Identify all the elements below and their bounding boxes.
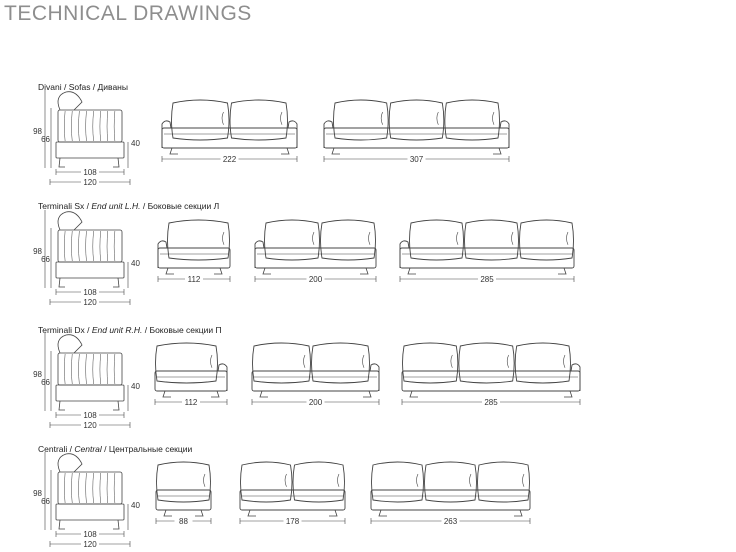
depth-seat-dimension xyxy=(56,530,124,540)
central-263 xyxy=(371,462,530,526)
height-seat-label: 66 xyxy=(41,135,50,144)
section-central xyxy=(33,452,530,549)
end-lh-200 xyxy=(255,220,376,284)
height-arm-label: 40 xyxy=(131,259,140,268)
section-label-central: Centrali / Central / Центральные секции xyxy=(38,444,193,454)
depth-total-label: 120 xyxy=(83,540,97,549)
section-label-end-unit-lh: Terminali Sx / End unit L.H. / Боковые секции Л xyxy=(38,201,220,211)
end-rh-112-dimension xyxy=(155,398,227,408)
section-label-end-unit-rh: Terminali Dx / End unit R.H. / Боковые секции П xyxy=(38,325,222,335)
end-rh-200-label: 200 xyxy=(308,398,323,407)
side-view xyxy=(33,210,140,307)
page-title: TECHNICAL DRAWINGS xyxy=(4,2,252,25)
sofa-307-dimension xyxy=(324,155,509,165)
sofa-222 xyxy=(162,100,297,164)
depth-total-dimension xyxy=(50,298,130,308)
end-rh-285 xyxy=(402,343,580,407)
central-263-dimension xyxy=(371,517,530,527)
depth-total-label: 120 xyxy=(83,178,97,187)
central-178 xyxy=(240,462,345,526)
end-lh-285-label: 285 xyxy=(480,275,494,284)
end-lh-112-label: 112 xyxy=(187,275,201,284)
depth-total-dimension xyxy=(50,178,130,188)
height-seat-label: 66 xyxy=(41,497,50,506)
section-sofas xyxy=(33,90,509,187)
depth-seat-label: 108 xyxy=(83,168,97,177)
section-end-unit-rh xyxy=(33,333,580,430)
side-view xyxy=(33,333,140,430)
depth-seat-label: 108 xyxy=(83,288,97,297)
sofa-307-label: 307 xyxy=(409,155,424,164)
height-arm-label: 40 xyxy=(131,382,140,391)
central-178-dimension xyxy=(240,517,345,527)
sofa-307 xyxy=(324,100,509,164)
depth-total-dimension xyxy=(50,540,130,550)
end-lh-200-dimension xyxy=(255,275,376,285)
height-arm-label: 40 xyxy=(131,139,140,148)
depth-seat-dimension xyxy=(56,288,124,298)
height-total-label: 98 xyxy=(33,127,42,136)
height-seat-label: 66 xyxy=(41,378,50,387)
end-rh-285-dimension xyxy=(402,398,580,408)
depth-seat-dimension xyxy=(56,411,124,421)
depth-seat-label: 108 xyxy=(83,411,97,420)
end-lh-285-dimension xyxy=(400,275,574,285)
height-total-label: 98 xyxy=(33,247,42,256)
section-end-unit-lh xyxy=(33,210,574,307)
depth-seat-label: 108 xyxy=(83,530,97,539)
depth-total-label: 120 xyxy=(83,421,97,430)
end-rh-112-label: 112 xyxy=(184,398,198,407)
central-88-dimension xyxy=(156,517,211,527)
end-rh-200 xyxy=(252,343,379,407)
sofa-222-label: 222 xyxy=(222,155,237,164)
central-178-label: 178 xyxy=(285,517,300,526)
height-seat-label: 66 xyxy=(41,255,50,264)
central-88 xyxy=(156,462,211,526)
height-arm-label: 40 xyxy=(131,501,140,510)
end-lh-112-dimension xyxy=(158,275,230,285)
end-rh-285-label: 285 xyxy=(484,398,498,407)
section-label-sofas: Divani / Sofas / Диваны xyxy=(38,82,128,92)
end-lh-200-label: 200 xyxy=(308,275,323,284)
end-lh-112 xyxy=(158,220,230,284)
height-total-label: 98 xyxy=(33,370,42,379)
depth-seat-dimension xyxy=(56,168,124,178)
end-lh-285 xyxy=(400,220,574,284)
side-view xyxy=(33,452,140,549)
height-total-label: 98 xyxy=(33,489,42,498)
end-rh-200-dimension xyxy=(252,398,379,408)
sofa-222-dimension xyxy=(162,155,297,165)
side-view xyxy=(33,90,140,187)
central-263-label: 263 xyxy=(443,517,458,526)
depth-total-label: 120 xyxy=(83,298,97,307)
central-88-label: 88 xyxy=(179,517,188,526)
depth-total-dimension xyxy=(50,421,130,431)
end-rh-112 xyxy=(155,343,227,407)
